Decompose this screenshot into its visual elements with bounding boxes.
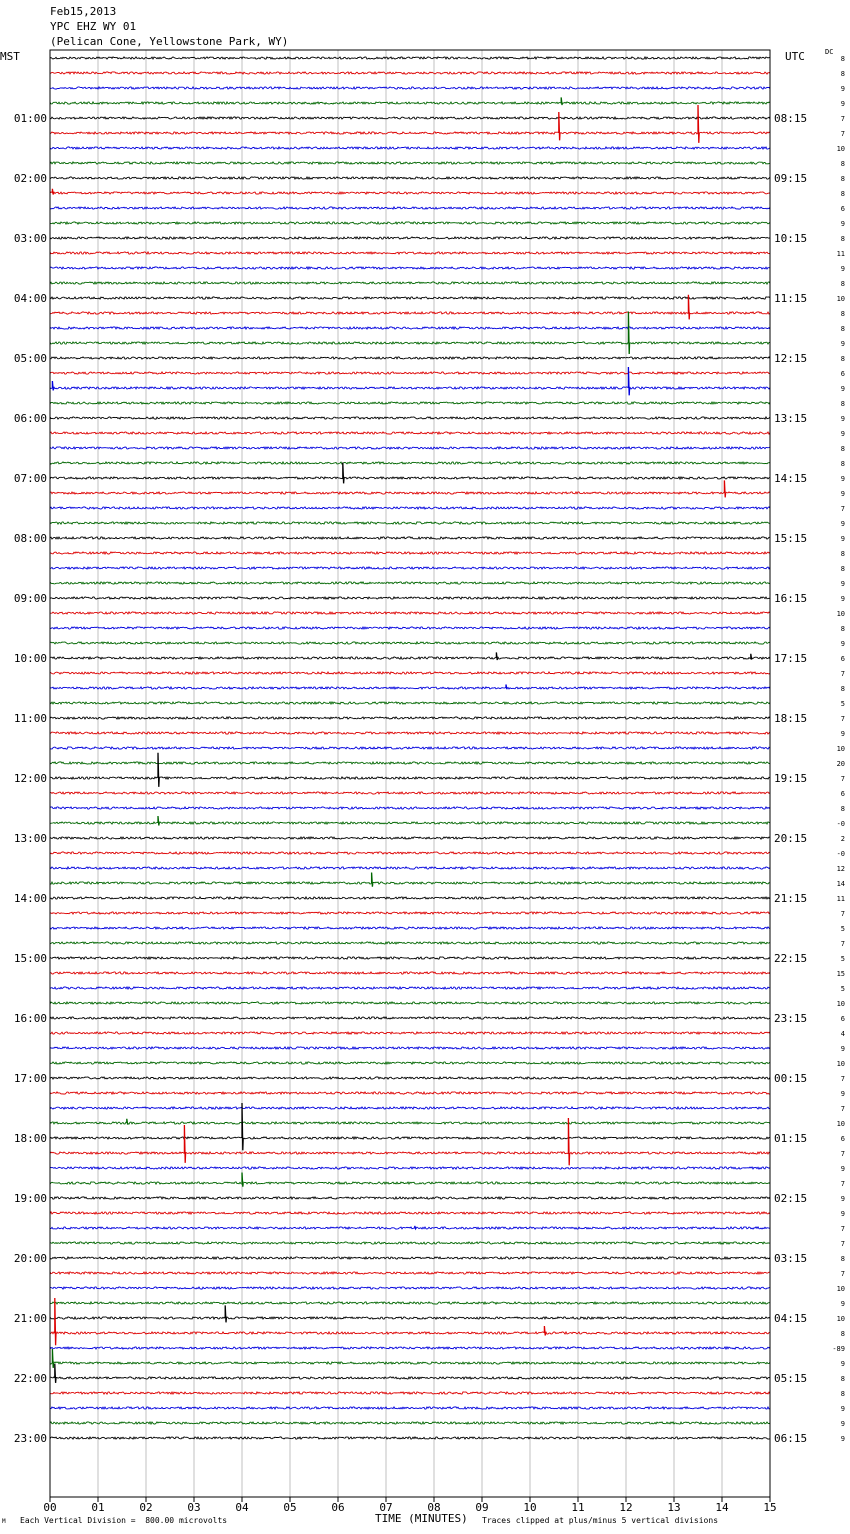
dc-offset-7: 8 [840,160,845,168]
trace-line-46 [50,747,770,749]
dc-offset-14: 9 [840,265,845,273]
trace-line-14 [50,267,770,269]
dc-offset-74: 9 [840,1165,845,1173]
right-hour-label-17: 01:15 [774,1132,808,1145]
trace-line-44 [50,717,770,719]
dc-offset-76: 9 [840,1195,845,1203]
trace-line-24 [50,417,770,419]
trace-line-26 [50,447,770,449]
dc-offset-8: 8 [840,175,845,183]
dc-offset-71: 10 [836,1120,845,1128]
trace-line-41 [50,672,770,674]
trace-line-50 [50,807,770,809]
dc-offset-47: 20 [836,760,845,768]
trace-line-2 [50,87,770,89]
dc-offset-23: 8 [840,400,845,408]
trace-line-60 [50,957,770,959]
right-hour-label-21: 05:15 [774,1372,808,1385]
trace-line-33 [50,552,770,554]
dc-offset-1: 8 [840,70,845,78]
trace-line-0 [50,57,770,59]
dc-offset-28: 9 [840,475,845,483]
event-spike-29-0 [724,480,725,497]
right-hour-label-10: 18:15 [774,712,808,725]
dc-offset-19: 9 [840,340,845,348]
trace-line-66 [50,1047,770,1049]
trace-line-59 [50,942,770,944]
right-timezone-label: UTC [785,50,805,63]
left-hour-label-9: 10:00 [13,652,47,665]
dc-offset-80: 8 [840,1255,845,1263]
corner-mark: M [2,1518,6,1525]
event-spike-22-0 [52,381,53,390]
trace-line-88 [50,1377,770,1379]
dc-offset-48: 7 [840,775,845,783]
x-tick-label-10: 10 [523,1501,537,1514]
right-hour-label-13: 21:15 [774,892,808,905]
trace-line-23 [50,402,770,404]
trace-line-76 [50,1197,770,1199]
trace-line-16 [50,297,770,299]
trace-line-89 [50,1392,770,1394]
dc-offset-38: 8 [840,625,845,633]
dc-offset-68: 7 [840,1075,845,1083]
dc-offset-2: 9 [840,85,845,93]
trace-line-70 [50,1107,770,1109]
dc-offset-51: -0 [836,820,845,828]
dc-offset-4: 7 [840,115,845,123]
dc-offset-39: 9 [840,640,845,648]
vertical-scale-note: Each Vertical Division = 800.00 microvolts [20,1516,228,1525]
trace-line-43 [50,702,770,704]
event-spike-48-0 [158,753,159,787]
dc-offset-90: 9 [840,1405,845,1413]
trace-line-42 [50,687,770,689]
dc-offset-84: 10 [836,1315,845,1323]
dc-offset-6: 10 [836,145,845,153]
trace-line-28 [50,477,770,479]
trace-line-7 [50,162,770,164]
event-spike-3-0 [561,97,562,105]
left-hour-label-17: 18:00 [13,1132,47,1145]
trace-line-61 [50,972,770,974]
trace-line-38 [50,627,770,629]
dc-offset-32: 9 [840,535,845,543]
trace-line-86 [50,1347,770,1349]
dc-offset-73: 7 [840,1150,845,1158]
dc-offset-42: 8 [840,685,845,693]
station-label: YPC EHZ WY 01 [50,20,137,33]
trace-line-37 [50,612,770,614]
event-spike-78-0 [415,1226,416,1229]
trace-line-27 [50,462,770,464]
trace-line-83 [50,1302,770,1304]
dc-offset-88: 8 [840,1375,845,1383]
trace-line-1 [50,72,770,74]
trace-line-52 [50,837,770,839]
dc-offset-92: 9 [840,1435,845,1443]
dc-offset-40: 6 [840,655,845,663]
traces [50,57,770,1439]
dc-offset-9: 8 [840,190,845,198]
dc-offset-10: 6 [840,205,845,213]
left-hour-label-20: 21:00 [13,1312,47,1325]
right-hour-label-20: 04:15 [774,1312,808,1325]
trace-line-49 [50,792,770,794]
trace-line-62 [50,987,770,989]
dc-offset-43: 5 [840,700,845,708]
trace-line-73 [50,1152,770,1154]
trace-line-68 [50,1077,770,1079]
dc-offset-30: 7 [840,505,845,513]
event-spike-55-0 [372,873,373,887]
trace-line-92 [50,1437,770,1439]
trace-line-79 [50,1242,770,1244]
left-hour-label-6: 07:00 [13,472,47,485]
x-tick-label-12: 12 [619,1501,633,1514]
trace-line-35 [50,582,770,584]
trace-line-21 [50,372,770,374]
trace-line-10 [50,207,770,209]
dc-offset-46: 10 [836,745,845,753]
left-hour-label-15: 16:00 [13,1012,47,1025]
x-tick-label-13: 13 [667,1501,681,1514]
right-hour-label-16: 00:15 [774,1072,808,1085]
trace-line-6 [50,147,770,149]
trace-line-17 [50,312,770,314]
x-tick-label-01: 01 [91,1501,105,1514]
trace-line-39 [50,642,770,644]
left-hour-label-18: 19:00 [13,1192,47,1205]
dc-offset-17: 8 [840,310,845,318]
right-hour-label-12: 20:15 [774,832,808,845]
trace-line-22 [50,387,770,389]
dc-offset-27: 8 [840,460,845,468]
dc-offset-59: 7 [840,940,845,948]
right-hour-label-8: 16:15 [774,592,808,605]
dc-header-label: DC [825,48,834,56]
left-hour-label-4: 05:00 [13,352,47,365]
trace-line-71 [50,1122,770,1124]
dc-offset-41: 7 [840,670,845,678]
trace-line-64 [50,1017,770,1019]
right-hour-label-14: 22:15 [774,952,808,965]
dc-offset-60: 5 [840,955,845,963]
left-hour-label-0: 01:00 [13,112,47,125]
dc-offset-34: 8 [840,565,845,573]
dc-offset-87: 9 [840,1360,845,1368]
dc-offset-64: 6 [840,1015,845,1023]
event-spike-51-0 [158,816,159,826]
dc-offset-77: 9 [840,1210,845,1218]
dc-offset-79: 7 [840,1240,845,1248]
trace-line-29 [50,492,770,494]
dc-offset-50: 8 [840,805,845,813]
left-hour-label-3: 04:00 [13,292,47,305]
left-hour-label-8: 09:00 [13,592,47,605]
trace-line-5 [50,132,770,134]
dc-offset-21: 6 [840,370,845,378]
right-hour-label-2: 10:15 [774,232,808,245]
trace-line-13 [50,252,770,254]
event-spike-28-0 [343,463,344,484]
x-tick-label-04: 04 [235,1501,249,1514]
dc-offset-53: -0 [836,850,845,858]
event-spike-42-0 [506,685,507,690]
trace-line-80 [50,1257,770,1259]
left-hour-label-5: 06:00 [13,412,47,425]
dc-offset-69: 9 [840,1090,845,1098]
dc-offset-20: 8 [840,355,845,363]
x-tick-label-09: 09 [475,1501,489,1514]
trace-line-85 [50,1332,770,1334]
dc-offset-24: 9 [840,415,845,423]
event-spike-5-0 [559,112,560,140]
trace-line-87 [50,1362,770,1364]
x-tick-label-07: 07 [379,1501,393,1514]
dc-offset-37: 10 [836,610,845,618]
left-hour-label-1: 02:00 [13,172,47,185]
trace-line-34 [50,567,770,569]
trace-line-12 [50,237,770,239]
dc-offset-56: 11 [836,895,845,903]
event-spike-85-0 [55,1298,56,1345]
dc-offset-26: 8 [840,445,845,453]
dc-offset-31: 9 [840,520,845,528]
trace-line-55 [50,882,770,884]
dc-offset-65: 4 [840,1030,845,1038]
left-hour-label-2: 03:00 [13,232,47,245]
dc-offset-61: 15 [836,970,845,978]
left-hour-label-13: 14:00 [13,892,47,905]
trace-line-75 [50,1182,770,1184]
dc-offset-83: 9 [840,1300,845,1308]
dc-offset-91: 9 [840,1420,845,1428]
dc-offset-62: 5 [840,985,845,993]
x-tick-label-05: 05 [283,1501,297,1514]
left-hour-label-22: 23:00 [13,1432,47,1445]
dc-offset-45: 9 [840,730,845,738]
event-spike-84-0 [225,1305,226,1322]
trace-line-58 [50,927,770,929]
trace-line-40 [50,657,770,659]
left-hour-label-11: 12:00 [13,772,47,785]
trace-line-18 [50,327,770,329]
dc-offset-82: 10 [836,1285,845,1293]
right-hour-label-15: 23:15 [774,1012,808,1025]
x-tick-label-00: 00 [43,1501,57,1514]
dc-offset-78: 7 [840,1225,845,1233]
trace-line-25 [50,432,770,434]
clipping-note: Traces clipped at plus/minus 5 vertical divisions [482,1516,719,1525]
trace-line-56 [50,897,770,899]
trace-line-15 [50,282,770,284]
dc-offset-89: 8 [840,1390,845,1398]
event-spike-22-1 [628,367,629,395]
dc-offset-0: 8 [840,55,845,63]
dc-offset-58: 5 [840,925,845,933]
trace-line-11 [50,222,770,224]
date-label: Feb15,2013 [50,5,117,18]
location-label: (Pelican Cone, Yellowstone Park, WY) [50,35,289,48]
event-spike-72-0 [242,1103,243,1150]
event-spike-40-0 [496,652,497,660]
trace-line-63 [50,1002,770,1004]
x-tick-label-11: 11 [571,1501,585,1514]
dc-offset-15: 8 [840,280,845,288]
right-hour-label-3: 11:15 [774,292,808,305]
left-hour-label-19: 20:00 [13,1252,47,1265]
event-spike-40-1 [751,654,752,660]
event-spike-71-0 [127,1119,128,1125]
dc-offset-11: 9 [840,220,845,228]
dc-offset-66: 9 [840,1045,845,1053]
dc-offset-35: 9 [840,580,845,588]
trace-line-81 [50,1272,770,1274]
dc-offset-16: 10 [836,295,845,303]
x-tick-label-02: 02 [139,1501,153,1514]
trace-line-36 [50,597,770,599]
trace-line-82 [50,1287,770,1289]
trace-line-9 [50,192,770,194]
dc-offset-72: 6 [840,1135,845,1143]
trace-line-78 [50,1227,770,1229]
trace-line-4 [50,117,770,119]
x-tick-label-03: 03 [187,1501,201,1514]
trace-line-3 [50,102,770,104]
left-hour-labels [14,112,47,1445]
dc-offset-44: 7 [840,715,845,723]
dc-offset-25: 9 [840,430,845,438]
dc-offset-36: 9 [840,595,845,603]
trace-line-69 [50,1092,770,1094]
trace-line-31 [50,522,770,524]
dc-offset-67: 10 [836,1060,845,1068]
trace-line-77 [50,1212,770,1214]
dc-offset-54: 12 [836,865,845,873]
event-spike-73-0 [184,1125,185,1163]
left-hour-label-14: 15:00 [13,952,47,965]
left-hour-label-10: 11:00 [13,712,47,725]
event-spike-88-0 [55,1364,56,1383]
trace-line-53 [50,852,770,854]
right-hour-labels [774,112,807,1445]
dc-offset-labels [832,55,845,1443]
dc-offset-3: 9 [840,100,845,108]
right-hour-label-19: 03:15 [774,1252,808,1265]
trace-line-30 [50,507,770,509]
right-hour-label-9: 17:15 [774,652,808,665]
dc-offset-70: 7 [840,1105,845,1113]
event-spike-5-1 [698,105,699,143]
trace-line-57 [50,912,770,914]
dc-offset-75: 7 [840,1180,845,1188]
x-tick-label-15: 15 [763,1501,777,1514]
dc-offset-63: 10 [836,1000,845,1008]
trace-line-84 [50,1317,770,1319]
right-hour-label-5: 13:15 [774,412,808,425]
right-hour-label-7: 15:15 [774,532,808,545]
right-hour-label-18: 02:15 [774,1192,808,1205]
event-spike-87-0 [52,1349,53,1368]
right-hour-label-11: 19:15 [774,772,808,785]
left-hour-label-12: 13:00 [13,832,47,845]
event-spike-73-1 [568,1118,569,1165]
right-hour-label-22: 06:15 [774,1432,808,1445]
trace-line-45 [50,732,770,734]
right-hour-label-1: 09:15 [774,172,808,185]
dc-offset-81: 7 [840,1270,845,1278]
dc-offset-18: 8 [840,325,845,333]
trace-line-67 [50,1062,770,1064]
dc-offset-22: 9 [840,385,845,393]
right-hour-label-6: 14:15 [774,472,808,485]
event-spike-75-0 [242,1173,243,1187]
dc-offset-33: 8 [840,550,845,558]
left-hour-label-21: 22:00 [13,1372,47,1385]
dc-offset-29: 9 [840,490,845,498]
right-hour-label-4: 12:15 [774,352,808,365]
event-spike-85-1 [544,1326,545,1336]
dc-offset-52: 2 [840,835,845,843]
trace-line-65 [50,1032,770,1034]
trace-line-91 [50,1422,770,1424]
trace-line-72 [50,1137,770,1139]
trace-line-90 [50,1407,770,1409]
trace-line-32 [50,537,770,539]
left-hour-label-7: 08:00 [13,532,47,545]
right-hour-label-0: 08:15 [774,112,808,125]
trace-line-20 [50,357,770,359]
dc-offset-55: 14 [836,880,845,888]
dc-offset-86: -89 [832,1345,845,1353]
trace-line-8 [50,177,770,179]
trace-line-74 [50,1167,770,1169]
left-timezone-label: MST [0,50,20,63]
dc-offset-57: 7 [840,910,845,918]
dc-offset-5: 7 [840,130,845,138]
event-spike-9-0 [52,189,53,195]
left-hour-label-16: 17:00 [13,1072,47,1085]
trace-line-54 [50,867,770,869]
dc-offset-85: 8 [840,1330,845,1338]
dc-offset-49: 6 [840,790,845,798]
x-tick-label-14: 14 [715,1501,729,1514]
x-axis-title: TIME (MINUTES) [375,1512,468,1525]
event-spike-19-0 [628,312,629,355]
x-tick-label-06: 06 [331,1501,345,1514]
x-tick-label-08: 08 [427,1501,441,1514]
dc-offset-12: 8 [840,235,845,243]
dc-offset-13: 11 [836,250,845,258]
trace-line-19 [50,342,770,344]
